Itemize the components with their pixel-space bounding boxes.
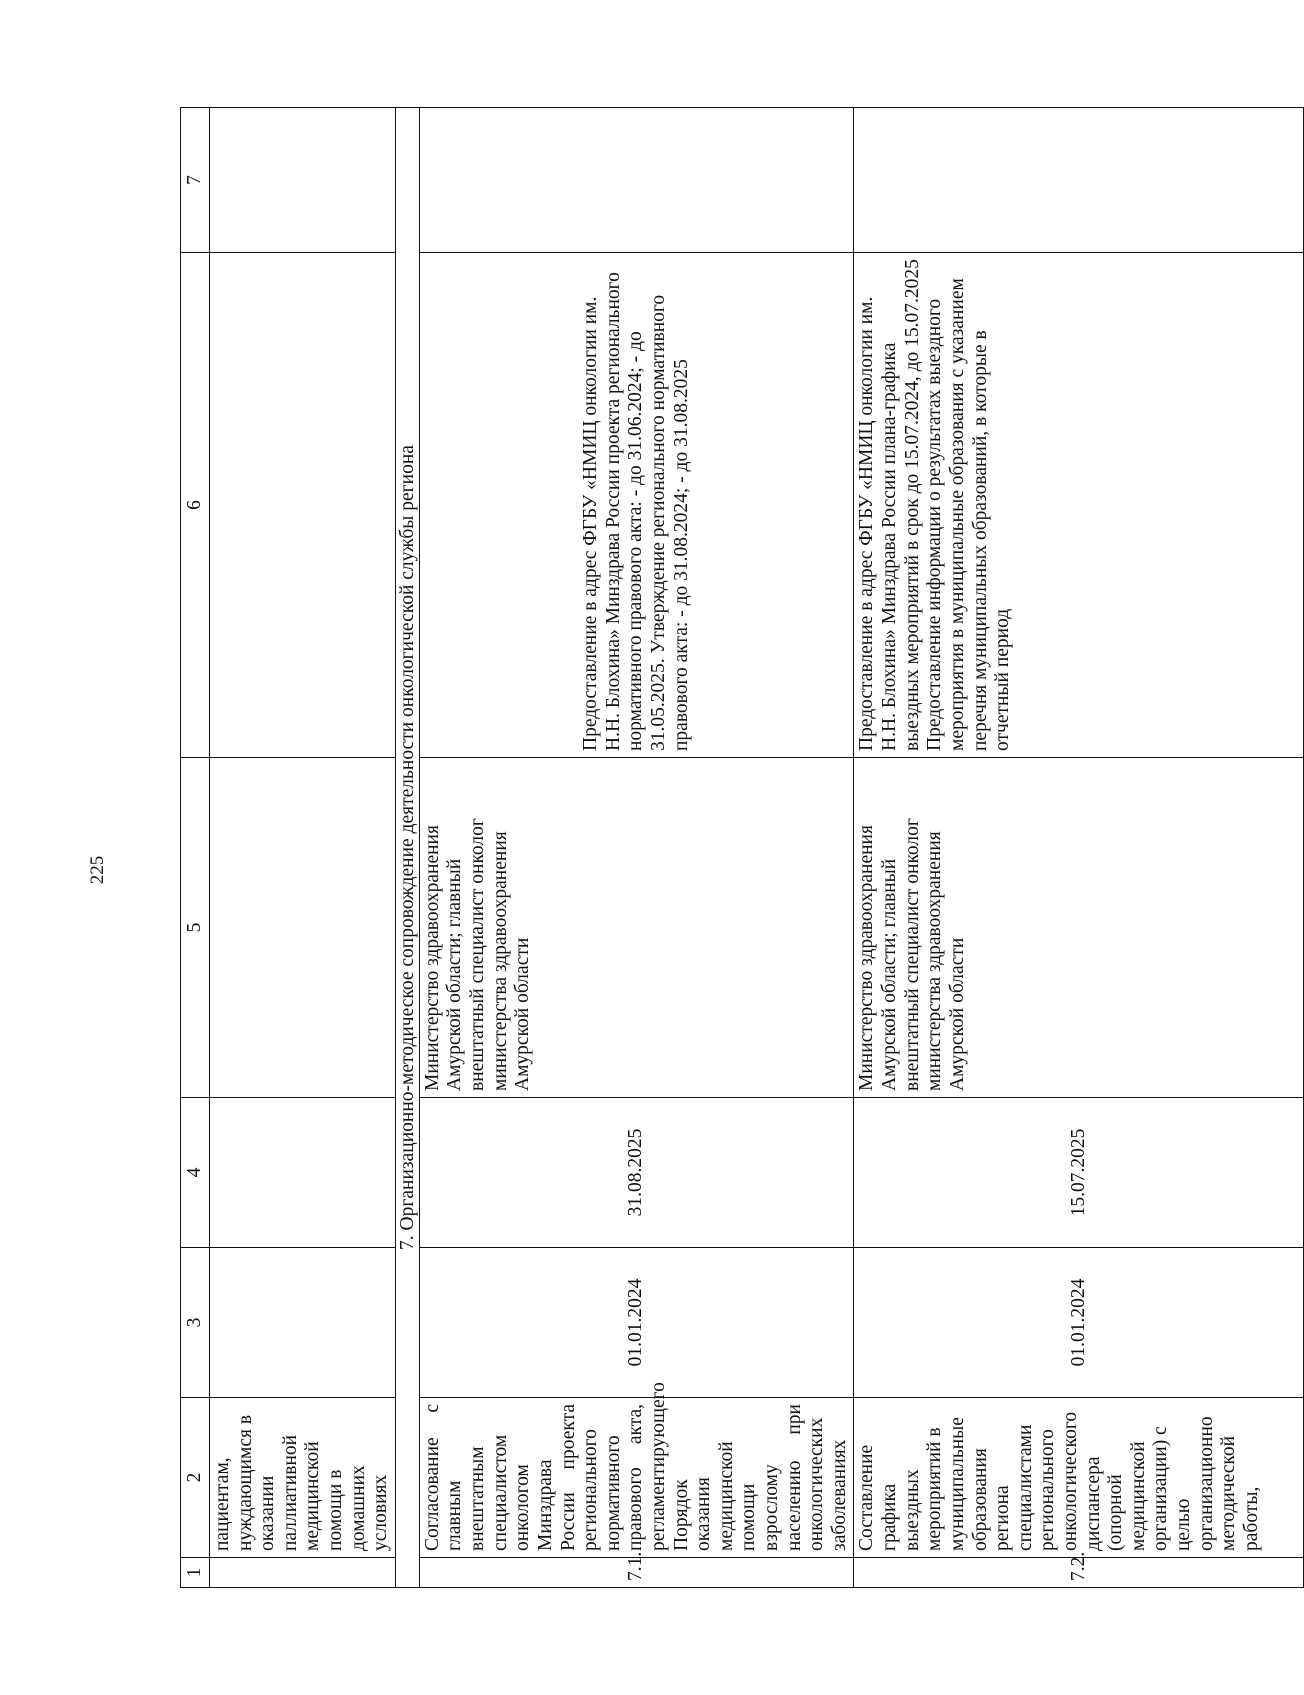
continuation-cell-6 <box>210 253 396 758</box>
continuation-cell-7 <box>210 108 396 253</box>
header-col-2: 2 <box>181 1398 210 1558</box>
row-name: Согласование с главным внештатным специалистом онкологом Минздрава России проекта регионального нормативного правового акта, регламентирующего Порядок оказания медицинской помощи взрослому населению при онкологических заболеваниях <box>419 1398 854 1558</box>
rotated-table-container <box>180 108 1262 1588</box>
row-responsible: Министерство здравоохранения Амурской области; главный внештатный специалист онколог министерства здравоохранения Амурской области <box>854 758 1304 1098</box>
continuation-cell-1 <box>210 1558 396 1588</box>
row-start-date: 01.01.2024 <box>854 1248 1304 1398</box>
header-col-3: 3 <box>181 1248 210 1398</box>
header-col-7: 7 <box>181 108 210 253</box>
row-end-date: 31.08.2025 <box>419 1098 854 1248</box>
table-row <box>419 108 854 1588</box>
row-result: Предоставление в адрес ФГБУ «НМИЦ онкологии им. Н.Н. Блохина» Минздрава России плана-графика выездных мероприятий в срок до 15.07.2024, до 15.07.2025 Предоставление информации о результатах выездного мероприятия в муниципальные образования с указанием перечня муниципальных образований, в которые в отчетный период <box>854 253 1304 758</box>
continuation-cell-2: пациентам, нуждающимся в оказании паллиативной медицинской помощи в домашних условиях <box>210 1398 396 1558</box>
header-col-4: 4 <box>181 1098 210 1248</box>
header-row <box>181 108 210 1588</box>
continuation-cell-3 <box>210 1248 396 1398</box>
continuation-row <box>210 108 396 1588</box>
row-name: Составление графика выездных мероприятий в муниципальные образования региона специалистами регионального онкологического диспансера (опорной медицинской организации) с целью организационно методической работы, <box>854 1398 1304 1558</box>
row-number: 7.1. <box>419 1558 854 1588</box>
row-start-date: 01.01.2024 <box>419 1248 854 1398</box>
section-row <box>395 108 419 1588</box>
row-col7 <box>854 108 1304 253</box>
row-number: 7.2. <box>854 1558 1304 1588</box>
header-col-6: 6 <box>181 253 210 758</box>
plan-table <box>180 107 1304 1588</box>
header-col-5: 5 <box>181 758 210 1098</box>
section-title: 7. Организационно-методическое сопровождение деятельности онкологической службы региона <box>395 108 419 1588</box>
header-col-1: 1 <box>181 1558 210 1588</box>
page-number: 225 <box>87 855 108 885</box>
row-result: Предоставление в адрес ФГБУ «НМИЦ онкологии им. Н.Н. Блохина» Минздрава России проекта регионального нормативного правового акта: - до 31.06.2024; - до 31.05.2025. Утверждение регионального нормативного правового акта: - до 31.08.2024; - до 31.08.2025 <box>419 253 854 758</box>
table-row <box>854 108 1304 1588</box>
row-end-date: 15.07.2025 <box>854 1098 1304 1248</box>
row-col7 <box>419 108 854 253</box>
continuation-cell-5 <box>210 758 396 1098</box>
row-responsible: Министерство здравоохранения Амурской области; главный внештатный специалист онколог министерства здравоохранения Амурской области <box>419 758 854 1098</box>
continuation-cell-4 <box>210 1098 396 1248</box>
